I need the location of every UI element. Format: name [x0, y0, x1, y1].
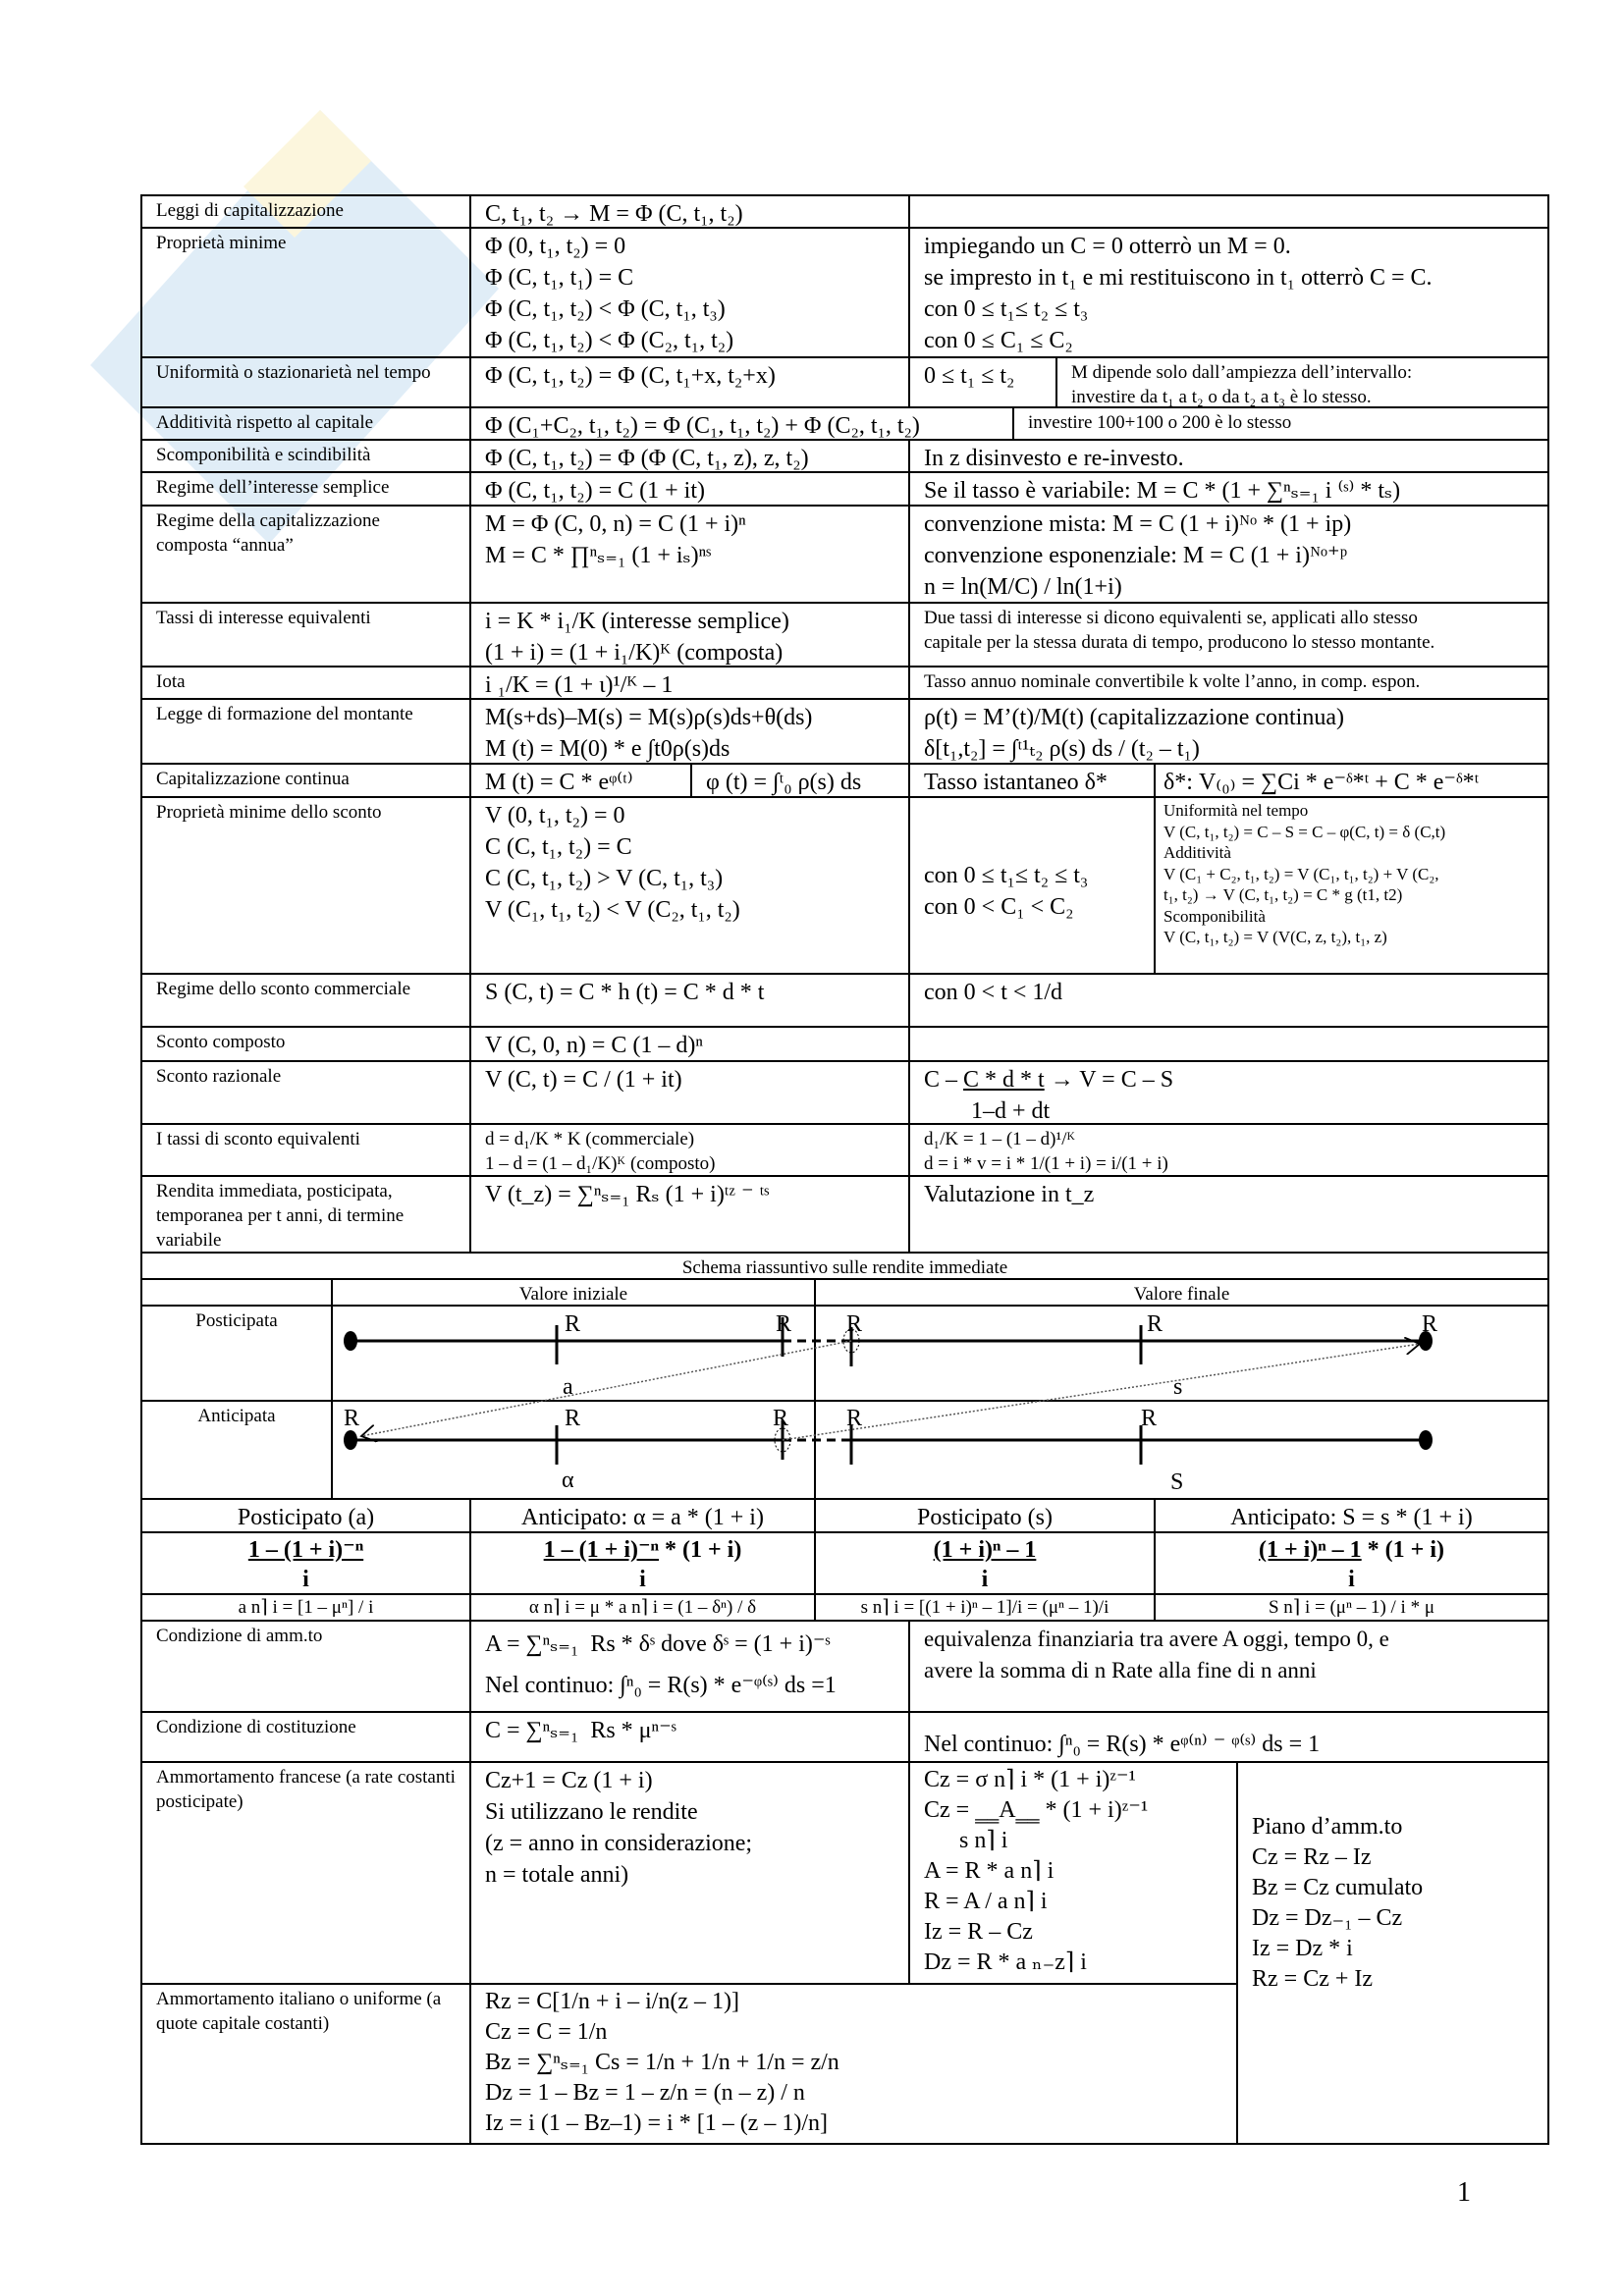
text-line: avere la somma di n Rate alla fine di n anni — [924, 1658, 1317, 1682]
row-label: Regime della capitalizzazione composta “annua” — [140, 505, 471, 604]
page-number: 1 — [1457, 2177, 1471, 2208]
text-line: M(s+ds)–M(s) = M(s)ρ(s)ds+θ(ds) — [485, 705, 813, 730]
text-line: Φ (C, t₁, t₂) < Φ (C₂, t₁, t₂) — [485, 328, 734, 353]
text-line: M (t) = M(0) * e ∫t0ρ(s)ds — [485, 736, 730, 762]
text-line: M = C * ∏ⁿₛ₌₁ (1 + iₛ)ⁿˢ — [485, 543, 712, 568]
row-label: Condizione di amm.to — [140, 1620, 471, 1713]
text-line: δ*: V₍₀₎ = ∑Ci * e⁻ᵟ*ᵗ + C * e⁻ᵟ*ᵗ — [1163, 770, 1480, 795]
text-line: δ[t₁,t₂] = ∫ᵗ¹ₜ₂ ρ(s) ds / (t₂ – t₁) — [924, 736, 1200, 762]
value-label-alpha: α — [562, 1468, 574, 1493]
text-line: V (C, t) = C / (1 + it) — [485, 1067, 682, 1093]
text-line: Due tassi di interesse si dicono equivalenti se, applicati allo stesso — [924, 608, 1418, 628]
fraction-denominator: i — [639, 1567, 646, 1592]
row-label: Legge di formazione del montante — [140, 698, 471, 765]
text-line: Iz = R – Cz — [924, 1919, 1033, 1945]
fraction-denominator: i — [1348, 1567, 1355, 1592]
fraction-denominator: i — [302, 1567, 309, 1592]
text-line: V (0, t₁, t₂) = 0 — [485, 803, 625, 828]
fraction-denominator: i — [981, 1567, 989, 1592]
text-line: con 0 ≤ C₁ ≤ C₂ — [924, 328, 1073, 353]
text-line: In z disinvesto e re-investo. — [924, 446, 1184, 471]
fraction-numerator: (1 + i)ⁿ – 1 — [933, 1537, 1037, 1563]
row-label: Proprietà minime — [140, 227, 471, 358]
text-line: M (t) = C * eᵠ⁽ᵗ⁾ — [485, 770, 633, 795]
compound-arrow — [783, 1344, 1420, 1440]
amortization-plan-cell — [1236, 1761, 1549, 2145]
text-line: Bz = ∑ⁿₛ₌₁ Cs = 1/n + 1/n + 1/n = z/n — [485, 2050, 839, 2075]
text-line: ρ(t) = M’(t)/M(t) (capitalizzazione continua) — [924, 705, 1344, 730]
text-line: 1 – d = (1 – d₁/K)ᴷ (composto) — [485, 1153, 716, 1174]
text-line: 0 ≤ t₁ ≤ t₂ — [924, 363, 1015, 389]
text-line: i ₁/K = (1 + ι)¹/ᴷ – 1 — [485, 672, 674, 698]
text-line: Rz = C[1/n + i – i/n(z – 1)] — [485, 1989, 740, 2014]
text-line: Φ (C₁+C₂, t₁, t₂) = Φ (C₁, t₁, t₂) + Φ (C₂, t₁, t₂) — [485, 413, 920, 439]
text-line: Rz = Cz + Iz — [1252, 1966, 1374, 1992]
text-line: Cz+1 = Cz (1 + i) — [485, 1768, 653, 1793]
annuity-notation: s n⌉ i = [(1 + i)ⁿ – 1]/i = (μⁿ – 1)/i — [814, 1593, 1156, 1622]
text-line: Φ (C, t₁, t₁) = C — [485, 265, 634, 291]
schema-col-final: Valore finale — [814, 1278, 1549, 1307]
value-label-a: a — [563, 1374, 573, 1400]
formula-cell — [469, 1711, 910, 1763]
rate-label: R — [565, 1311, 581, 1337]
text-line: Dz = Dz₋₁ – Cz — [1252, 1905, 1403, 1931]
fraction-post: * (1 + i) — [659, 1537, 742, 1563]
rate-label: R — [846, 1311, 863, 1337]
row-label: Leggi di capitalizzazione — [140, 194, 471, 229]
row-label: Sconto razionale — [140, 1060, 471, 1125]
text-line: Se il tasso è variabile: M = C * (1 + ∑ⁿₛ₌₁ i ⁽ˢ⁾ * tₛ) — [924, 478, 1401, 504]
text-line: Uniformità nel tempo — [1163, 801, 1309, 820]
text-line: Tasso annuo nominale convertibile k volte l’anno, in comp. espon. — [924, 671, 1421, 692]
text-line: A = ∑ⁿₛ₌₁ Rs * δˢ dove δˢ = (1 + i)⁻ˢ — [485, 1631, 831, 1657]
schema-col-initial: Valore iniziale — [331, 1278, 816, 1307]
timeline-dot — [1419, 1430, 1433, 1450]
text-line: Dz = R * a ₙ₋z⌉ i — [924, 1949, 1087, 1975]
summary-header: Posticipato (s) — [814, 1498, 1156, 1533]
note-cell — [908, 1620, 1549, 1713]
timeline-dot — [344, 1331, 357, 1351]
rate-label: R — [1147, 1311, 1163, 1337]
text-line: Cz = σ n⌉ i * (1 + i)ᶻ⁻¹ — [924, 1767, 1136, 1792]
rate-label: R — [1141, 1406, 1158, 1431]
rate-label: R — [776, 1311, 792, 1337]
schema-row-posticipata: Posticipata — [140, 1305, 333, 1402]
text-line: Iz = Dz * i — [1252, 1936, 1353, 1961]
fraction-pre: C – — [924, 1067, 964, 1093]
text-line: n = ln(M/C) / ln(1+i) — [924, 574, 1122, 600]
text-line: impiegando un C = 0 otterrò un M = 0. — [924, 234, 1291, 259]
fraction-numerator: 1 – (1 + i)⁻ⁿ — [247, 1537, 364, 1563]
summary-header: Anticipato: α = a * (1 + i) — [469, 1498, 816, 1533]
text-line: V (C, 0, n) = C (1 – d)ⁿ — [485, 1033, 703, 1058]
annuity-fraction — [1154, 1531, 1549, 1595]
text-line: d₁/K = 1 – (1 – d)¹/ᴷ — [924, 1129, 1076, 1149]
row-label: Tassi di interesse equivalenti — [140, 602, 471, 667]
text-line: S (C, t) = C * h (t) = C * d * t — [485, 980, 765, 1005]
text-line: M = Φ (C, 0, n) = C (1 + i)ⁿ — [485, 511, 746, 537]
row-label: Scomponibilità e scindibilità — [140, 439, 471, 473]
formula-cell — [469, 1761, 910, 1985]
fraction-numerator: 1 – (1 + i)⁻ⁿ — [543, 1537, 659, 1563]
text-line: R = A / a n⌉ i — [924, 1889, 1048, 1914]
text-line: (z = anno in considerazione; — [485, 1831, 753, 1856]
fraction-post: → V = C – S — [1050, 1067, 1174, 1093]
text-line: V (t_z) = ∑ⁿₛ₌₁ Rₛ (1 + i)ᵗᶻ ⁻ ᵗˢ — [485, 1182, 770, 1207]
row-label: Ammortamento francese (a rate costanti posticipate) — [140, 1761, 471, 1985]
annuity-notation: α n⌉ i = μ * a n⌉ i = (1 – δⁿ) / δ — [469, 1593, 816, 1622]
text-line: Scomponibilità — [1163, 906, 1266, 926]
text-line: C (C, t₁, t₂) > V (C, t₁, t₃) — [485, 866, 724, 891]
fraction-numerator: (1 + i)ⁿ – 1 — [1259, 1537, 1362, 1563]
rate-label: R — [1422, 1311, 1438, 1337]
schema-title: Schema riassuntivo sulle rendite immediate — [140, 1252, 1549, 1280]
text-line: i = K * i₁/K (interesse semplice) — [485, 609, 789, 634]
text-line: Φ (C, t₁, t₂) = C (1 + it) — [485, 478, 706, 504]
row-label: Condizione di costituzione — [140, 1711, 471, 1763]
row-label: Ammortamento italiano o uniforme (a quote capitale costanti) — [140, 1983, 471, 2145]
row-label: Rendita immediata, posticipata, temporanea per t anni, di termine variabile — [140, 1175, 471, 1254]
row-label: Sconto composto — [140, 1026, 471, 1062]
text-line: Cz = ‗‗A‗‗ * (1 + i)ᶻ⁻¹ — [924, 1797, 1149, 1823]
rate-label: R — [773, 1406, 789, 1431]
row-label: Regime dell’interesse semplice — [140, 471, 471, 507]
text-line: A = R * a n⌉ i — [924, 1858, 1055, 1884]
text-line: (1 + i) = (1 + i₁/K)ᴷ (composta) — [485, 640, 784, 666]
text-line: Φ (C, t₁, t₂) = Φ (Φ (C, t₁, z), z, t₂) — [485, 446, 809, 471]
summary-header: Posticipato (a) — [140, 1498, 471, 1533]
text-line: t₁, t₂) → V (C, t₁, t₂) = C * g (t1, t2) — [1163, 885, 1403, 904]
text-line: Bz = Cz cumulato — [1252, 1875, 1424, 1900]
row-label: Proprietà minime dello sconto — [140, 796, 471, 975]
row-label: I tassi di sconto equivalenti — [140, 1123, 471, 1177]
annuity-fraction — [140, 1531, 471, 1595]
text-line: equivalenza finanziaria tra avere A oggi, tempo 0, e — [924, 1627, 1389, 1651]
text-line: Φ (0, t₁, t₂) = 0 — [485, 234, 626, 259]
rate-label: R — [344, 1406, 360, 1431]
fraction-numerator: C * d * t — [963, 1067, 1045, 1093]
row-label: Iota — [140, 666, 471, 700]
formula-cell — [469, 1983, 1238, 2145]
text-line: con 0 < C₁ < C₂ — [924, 894, 1074, 920]
value-label-S: S — [1170, 1469, 1184, 1495]
text-line: V (C, t₁, t₂) = C – S = C – φ(C, t) = δ (C,t) — [1163, 822, 1446, 841]
text-line: n = totale anni) — [485, 1862, 629, 1888]
schema-row-anticipata: Anticipata — [140, 1400, 333, 1500]
text-line: convenzione mista: M = C (1 + i)ᴺᵒ * (1 + ip) — [924, 511, 1352, 537]
text-line: C, t₁, t₂ → M = Φ (C, t₁, t₂) — [485, 201, 743, 227]
text-line: φ (t) = ∫ᵗ₀ ρ(s) ds — [706, 770, 862, 795]
text-line: Si utilizzano le rendite — [485, 1799, 698, 1825]
text-line: con 0 < t < 1/d — [924, 980, 1063, 1005]
text-line: investire da t₁ a t₂ o da t₂ a t₃ è lo stesso. — [1071, 387, 1372, 407]
text-line: d = i * v = i * 1/(1 + i) = i/(1 + i) — [924, 1153, 1168, 1174]
text-line: C (C, t₁, t₂) = C — [485, 834, 632, 860]
text-line: Valutazione in t_z — [924, 1182, 1095, 1207]
row-label: Regime dello sconto commerciale — [140, 973, 471, 1028]
text-line: Iz = i (1 – Bz–1) = i * [1 – (z – 1)/n] — [485, 2110, 828, 2136]
text-line: d = d₁/K * K (commerciale) — [485, 1129, 695, 1149]
text-line: Φ (C, t₁, t₂) = Φ (C, t₁+x, t₂+x) — [485, 363, 776, 389]
text-line: V (C, t₁, t₂) = V (V(C, z, t₂), t₁, z) — [1163, 928, 1387, 946]
rate-label: R — [846, 1406, 863, 1431]
fraction-post: * (1 + i) — [1361, 1537, 1444, 1563]
text-line: Tasso istantaneo δ* — [924, 770, 1108, 795]
text-line: V (C₁ + C₂, t₁, t₂) = V (C₁, t₁, t₂) + V (C₂, — [1163, 864, 1439, 883]
summary-header: Anticipato: S = s * (1 + i) — [1154, 1498, 1549, 1533]
text-line: convenzione esponenziale: M = C (1 + i)ᴺᵒ⁺ᵖ — [924, 543, 1348, 568]
text-line: Dz = 1 – Bz = 1 – z/n = (n – z) / n — [485, 2080, 805, 2106]
row-label: Uniformità o stazionarietà nel tempo — [140, 356, 471, 408]
note-cell — [908, 1761, 1238, 1985]
text-line: Cz = C = 1/n — [485, 2019, 608, 2045]
formula-cell — [469, 1620, 910, 1713]
row-label: Capitalizzazione continua — [140, 763, 471, 798]
text-line: s n⌉ i — [924, 1828, 1008, 1853]
text-line: se impresto in t₁ e mi restituiscono in t₁ otterrò C = C. — [924, 265, 1433, 291]
text-line: V (C₁, t₁, t₂) < V (C₂, t₁, t₂) — [485, 897, 740, 923]
annuity-notation: S n⌉ i = (μⁿ – 1) / i * μ — [1154, 1593, 1549, 1622]
text-line: Φ (C, t₁, t₂) < Φ (C, t₁, t₃) — [485, 296, 726, 322]
row-label: Additività rispetto al capitale — [140, 406, 471, 441]
annuity-fraction — [814, 1531, 1156, 1595]
text-line: con 0 ≤ t₁≤ t₂ ≤ t₃ — [924, 863, 1089, 888]
text-line: Cz = Rz – Iz — [1252, 1844, 1372, 1870]
text-line: M dipende solo dall’ampiezza dell’intervallo: — [1071, 362, 1413, 383]
annuity-fraction — [469, 1531, 816, 1595]
note-cell — [908, 1711, 1549, 1763]
text-line: C = ∑ⁿₛ₌₁ Rs * μⁿ⁻ˢ — [485, 1718, 676, 1743]
text-line: Nel continuo: ∫ⁿ₀ = R(s) * eᵠ⁽ⁿ⁾ ⁻ ᵠ⁽ˢ⁾ ds = 1 — [924, 1732, 1321, 1757]
text-line: con 0 ≤ t₁≤ t₂ ≤ t₃ — [924, 296, 1089, 322]
value-label-s: s — [1173, 1374, 1183, 1400]
text-line: capitale per la stessa durata di tempo, producono lo stesso montante. — [924, 632, 1435, 653]
timeline-dot — [344, 1430, 357, 1450]
fraction-denominator: 1–d + dt — [971, 1098, 1051, 1124]
text-line: Additività — [1163, 843, 1231, 862]
text-line: Nel continuo: ∫ⁿ₀ = R(s) * e⁻ᵠ⁽ˢ⁾ ds =1 — [485, 1673, 837, 1698]
annuity-notation: a n⌉ i = [1 – μⁿ] / i — [140, 1593, 471, 1622]
text-line: Piano d’amm.to — [1252, 1814, 1403, 1840]
rate-label: R — [565, 1406, 581, 1431]
text-line: investire 100+100 o 200 è lo stesso — [1028, 412, 1292, 433]
